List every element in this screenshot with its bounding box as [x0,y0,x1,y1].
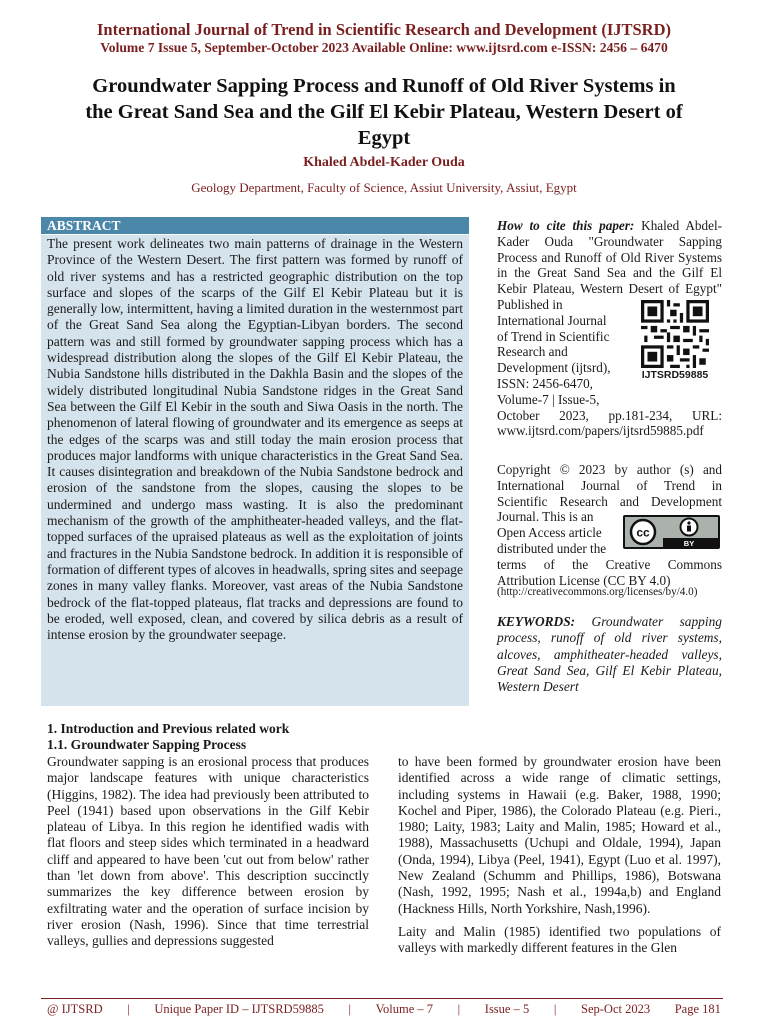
citation-text-top: Khaled Abdel-Kader Ouda "Groundwater Sapping Process and Runoff of Old River Systems in the Great Sand Sea and the Gilf El Kebir Plateau, Western Desert of Egypt" Published in [497,218,722,312]
footer-issue: Issue – 5 [484,1002,530,1016]
footer-volume: Volume – 7 [375,1002,434,1016]
author-name: Khaled Abdel-Kader Ouda [303,155,465,170]
footer-date: Sep-Oct 2023 [581,1002,651,1016]
license-url[interactable]: (http://creativecommons.org/licenses/by/4.0) [497,586,698,598]
journal-title: International Journal of Trend in Scientific Research and Development (IJTSRD) [97,20,671,39]
citation-text-bottom: October 2023, pp.181-234, URL: www.ijtsrd.com/papers/ijtsrd59885.pdf [497,407,722,439]
journal-volume-line: Volume 7 Issue 5, September-October 2023 Available Online: www.ijtsrd.com e-ISSN: 2456 – 6470 [100,40,668,55]
qr-code [630,300,720,386]
body-paragraph: Laity and Malin (1985) identified two populations of valleys with markedly different features in the Glen [398,923,721,956]
footer-separator: | [127,1002,130,1016]
footer-separator: | [457,1002,461,1016]
footer-page-number: Page 181 [674,1002,721,1016]
paper-title: Groundwater Sapping Process and Runoff of Old River Systems in the Great Sand Sea and the Gilf El Kebir Plateau, Western Desert of Egypt [85,75,683,149]
keywords-label: KEYWORDS: [497,614,576,629]
copyright-text-bottom: terms of the Creative Commons Attribution License (CC BY 4.0) [497,556,722,588]
author-affiliation: Geology Department, Faculty of Science, Assiut University, Assiut, Egypt [191,180,577,195]
footer-separator: | [553,1002,557,1016]
page-footer [47,1002,721,1017]
qr-code-icon [639,300,711,368]
footer-journal: @ IJTSRD [47,1002,103,1016]
section-heading-1: 1. Introduction and Previous related work [47,721,290,736]
abstract-text: The present work delineates two main patterns of drainage in the Western Province of the Western Desert. The first pattern was formed by runoff of old river systems and has a restricted geographic distribution on the top surface and slopes of the scarps of the Gilf El Kebir Plateau but it is generally low, intermittent, having a limited duration in the westernmost part of the Great Sand Sea along the Egyptian-Libyan borders. The second pattern was and still formed by groundwater sapping process which has a widespread distribution along the slopes of the Gilf El Kebir Plateau, the Nubia Sandstone hills distributed in the Dakhla Basin and the slopes of the widely distributed longitudinal Nubia Sandstone ridges in the Great Sand Sea between the Gilf El Kebir in the south and Siwa Oasis in the north. The phenomenon of lateral flowing of groundwater and its emergence as seeps at the edges of the scarps was and still today the main erosion process that produces major landforms with unique characteristics in the Great Sand Sea. It causes disintegration and breakdown of the Nubia Sandstone bedrock and erosion of the sandstone from the slopes, causing the slopes to be undermined and undergo mass wasting. It is also the predominant mechanism of the growth of the amphitheater-headed valleys, and the flat-topped surfaces of the upraised plateaus as well as the exploitation of joints and fractures in the Nubia Sandstone bedrock. In addition it is responsible of formation of different types of alcoves in headwalls, spring sites and seepage zones in many valley flanks. Moreover, vast areas of the Nubia Sandstone bedrock of the flat-topped plateaus, flat tracks and depressions are found to be eroded, well exposed, clean, and covered by silica debris as a result of intense erosion by the groundwater seepage. [41,235,469,706]
citation-text-narrow: International Journal of Trend in Scientific Research and Development (ijtsrd), ISSN: 2456-6470, Volume-7 | Issue-5, [497,312,611,407]
section-heading-1-1: 1.1. Groundwater Sapping Process [47,737,247,752]
copyright-text-narrow: Open Access article distributed under the [497,525,607,556]
copyright-text-top: Copyright © 2023 by author (s) and International Journal of Trend in Scientific Research and Development Journal. This is an [497,462,722,525]
cc-by-label: BY [683,538,695,547]
keywords-text: Groundwater sapping process, runoff of old river systems, alcoves, amphitheater-headed valleys, Great Sand Sea, Gilf El Kebir Plateau, Western Desert [497,614,722,695]
footer-divider [41,998,723,999]
citation-lead: How to cite this paper: [497,218,635,233]
cc-by-license-badge [623,515,720,549]
body-column-left: Groundwater sapping is an erosional process that produces major landscape features with unique characteristics (Higgins, 1982). The idea had previously been attributed to Peel (1941) based upon observations in the Gilf Kebir plateau of Libya. In this region he identified wadis with flat floors and steep sides which terminated in a headward cliff and appeared to have been 'cut out from below' rather than 'let down from above'. This description succinctly summarizes the key difference between erosion by exfiltrating water and the operation of surface incision by river erosion (Nash, 1996). Since that time terrestrial valleys, gullies and depressions suggested [47,754,369,949]
svg-text:cc: cc [636,525,650,540]
body-paragraph: to have been formed by groundwater erosion have been identified across a wide range of climatic settings, including systems in Hawaii (e.g. Baker, 1988, 1990; Kochel and Piper, 1986), the Colorado Plateau (e.g. Pieri., 1980; Laity, 1983; Laity and Malin, 1985; Howard et al., 1988), Massachusetts (Uchupi and Oldale, 1994), Japan (Onda, 1994), Libya (Peel, 1941), Egypt (Luo et al. 1997), New Zealand (Schumm and Phillips, 1986), Botswana (Nash, 1992, 1995; Nash et al., 1994a,b) and England (Hackness Hills, North Yorkshire, Nash,1996). [398,754,721,916]
footer-paper-id: Unique Paper ID – IJTSRD59885 [154,1002,324,1016]
creative-commons-icon [625,517,718,547]
body-column-right [398,754,721,957]
abstract-heading: ABSTRACT [41,217,469,234]
keywords-block [497,614,722,695]
footer-separator: | [348,1002,351,1016]
qr-paper-id: IJTSRD59885 [641,369,709,381]
